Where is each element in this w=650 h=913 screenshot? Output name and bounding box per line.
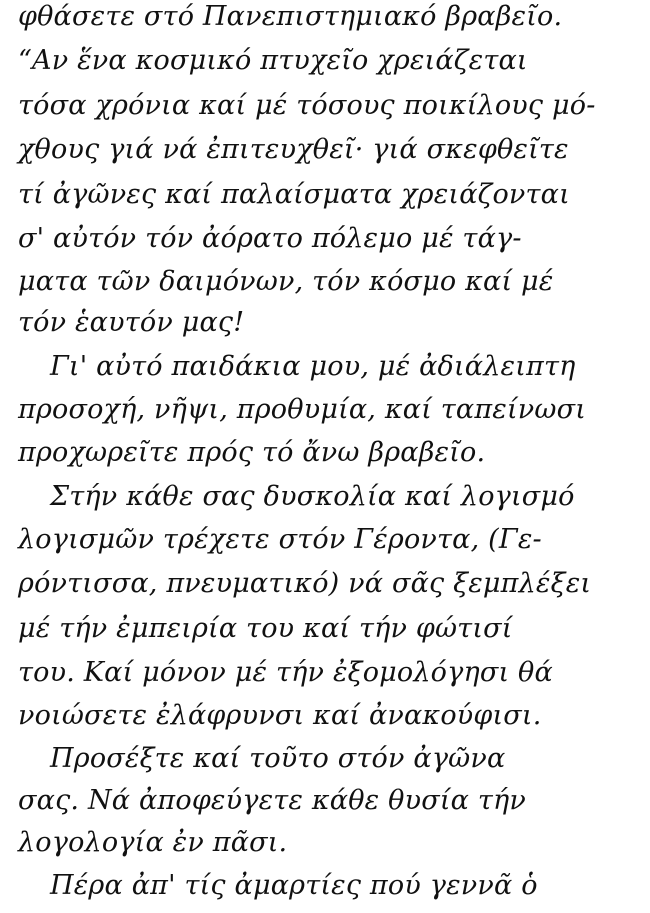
handwritten-line-12: Στήν κάθε σας δυσκολία καί λογισμό [50,481,575,512]
handwritten-line-3: τόσα χρόνια καί μέ τόσους ποικίλους μό- [18,90,596,121]
handwritten-line-13: λογισμῶν τρέχετε στόν Γέροντα, (Γε- [18,524,542,555]
handwritten-line-15: μέ τήν ἐμπειρία του καί τήν φώτισί [18,613,513,644]
handwritten-line-10: προσοχή, νῆψι, προθυμία, καί ταπείνωσι [18,394,586,425]
handwritten-line-14: ρόντισσα, πνευματικό) νά σᾶς ξεμπλέξει [18,568,592,599]
handwritten-line-4: χθους γιά νά ἐπιτευχθεῖ· γιά σκεφθεῖτε [18,134,569,165]
handwritten-line-16: του. Καί μόνον μέ τήν ἐξομολόγησι θά [18,657,553,688]
handwritten-line-9: Γι' αὐτό παιδάκια μου, μέ ἀδιάλειπτη [50,351,576,382]
handwritten-line-18: Προσέξτε καί τοῦτο στόν ἀγῶνα [50,743,506,774]
handwritten-line-20: λογολογία ἐν πᾶσι. [18,827,288,858]
handwritten-line-19: σας. Νά ἀποφεύγετε κάθε θυσία τήν [18,785,526,816]
handwritten-line-5: τί ἀγῶνες καί παλαίσματα χρειάζονται [18,179,570,210]
handwritten-line-7: ματα τῶν δαιμόνων, τόν κόσμο καί μέ [18,266,554,297]
handwritten-line-8: τόν ἑαυτόν μας! [18,307,245,338]
handwritten-line-1: φθάσετε στό Πανεπιστημιακό βραβεῖο. [18,1,563,32]
handwritten-line-2: “Αν ἕνα κοσμικό πτυχεῖο χρειάζεται [18,45,528,76]
handwritten-line-6: σ' αὐτόν τόν ἀόρατο πόλεμο μέ τάγ- [18,223,522,254]
handwritten-line-11: προχωρεῖτε πρός τό ἄνω βραβεῖο. [18,437,486,468]
handwritten-line-21: Πέρα ἀπ' τίς ἀμαρτίες πού γεννᾶ ὁ [50,870,538,901]
handwritten-line-17: νοιώσετε ἐλάφρυνσι καί ἀνακούφισι. [18,700,542,731]
